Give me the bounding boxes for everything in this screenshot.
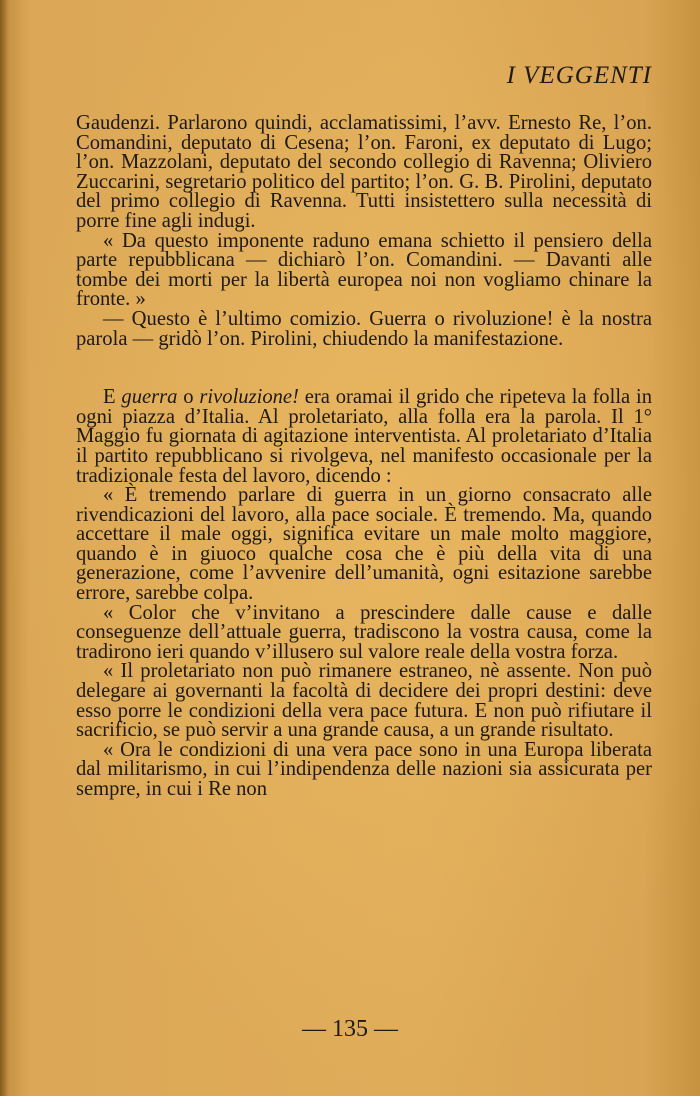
italic-phrase: guerra [121,386,178,409]
quoted-paragraph: « Ora le condizioni di una vera pace sono in una Europa liberata dal militarismo, in cui l’indipendenza delle nazioni sia assicurata per sempre, in cui i Re non [76,738,652,800]
paragraph: « Da questo imponente raduno emana schietto il pensiero della parte repubblicana — dichiarò l’on. Comandini. — Davanti alle tombe dei morti per la libertà europea noi non vogliamo chinare la fronte. » [76,229,652,311]
running-head: I VEGGENTI [506,62,652,89]
body-text [76,114,652,800]
paragraph-text: o [177,386,200,409]
italic-phrase: rivoluzione! [199,386,299,409]
quoted-paragraph: « Il proletariato non può rimanere estraneo, nè assente. Non può delegare ai governanti la facoltà di decidere dei propri destini: deve esso porre le condizioni della vera pace futura. E non può rifiutare il sacrificio, se può servir a una grande causa, a un grande risultato. [76,660,652,742]
quoted-paragraph: « Color che v’invitano a prescindere dalle cause e dalle conseguenze dell’attuale guerra, tradiscono la vostra causa, come la tradirono ieri quando v’illusero sul valore reale della vostra forza. [76,601,652,663]
quoted-paragraph: « È tremendo parlare di guerra in un giorno consacrato alle rivendicazioni del lavoro, alla pace sociale. È tremendo. Ma, quando accettare il male oggi, significa evitare un male molto maggiore, quando è in giuoco qualche cosa che è più della vita di una generazione, come l’avvenire dell’umanità, ogni esitazione sarebbe errore, sarebbe colpa. [76,484,652,605]
paragraph-lead: E [103,386,122,409]
paragraph-text: era oramai il grido che ripeteva la folla in ogni piazza d’Italia. Al proletariato, alla folla era la parola. Il 1° Maggio fu giornata di agitazione interventista. Al proletariato d’Italia il partito repubblicano si rivolgeva, nel manifesto occasionale per la tradizionale festa del lavoro, dicendo : [76,386,653,487]
paragraph [76,388,652,486]
page-number: — 135 — [302,1016,398,1042]
paragraph: Gaudenzi. Parlarono quindi, acclamatissimi, l’avv. Ernesto Re, l’on. Comandini, deputato di Cesena; l’on. Faroni, ex deputato di Lugo; l’on. Mazzolani, deputato del secondo collegio di Ravenna; Oliviero Zuccarini, segretario politico del partito; l’on. G. B. Pirolini, deputato del primo collegio di Ravenna. Tutti insistettero sulla necessità di porre fine agli indugi. [76,112,652,232]
paragraph: — Questo è l’ultimo comizio. Guerra o rivoluzione! è la nostra parola — gridò l’on. Pirolini, chiudendo la manifestazione. [76,307,652,350]
